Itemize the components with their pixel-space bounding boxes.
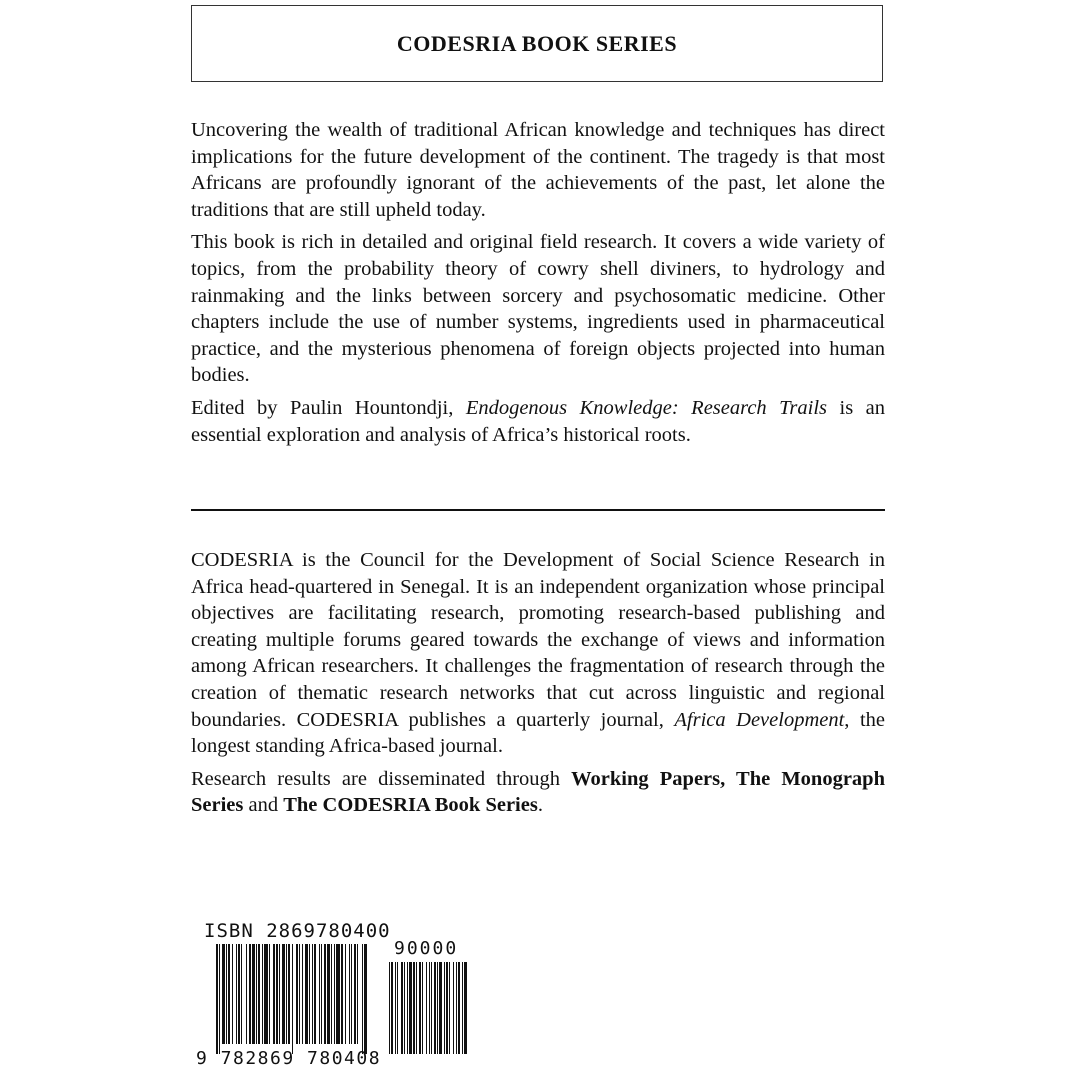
series-title: CODESRIA BOOK SERIES [396,30,678,56]
barcode-bar [232,944,233,1044]
barcode-bar [279,944,280,1044]
barcode-addon-bar [397,962,398,1054]
codesria-text: CODESRIA is the Council for the Development of Social Science Research in Africa head-quartered in Senegal. It is an independent organization whose principal objectives are facilitating research, promoting research-based publishing and creating multiple forums geared towards the exchange of views and information among African researchers. It challenges the fragmentation of research through the creation of thematic research networks that cut across linguistic and regional boundaries. CODESRIA publishes a quarterly journal, [191,549,885,731]
barcode-bar [252,944,255,1044]
book-title: Endogenous Knowledge: Research Trails [465,396,828,419]
barcode-addon-bar [395,962,396,1054]
barcode-bar [302,944,303,1044]
codesria-text-end: , the longest standing Africa-based journal. [191,708,885,758]
barcode-bar [226,944,227,1044]
barcode-bar [216,944,218,1054]
barcode-bar [357,944,358,1044]
publications-prefix: Research results are disseminated through [191,767,572,790]
barcode-addon-bar [401,962,403,1054]
barcode-bar [276,944,278,1044]
barcode-bar [264,944,268,1044]
codesria-section [191,547,885,825]
barcode-bar [312,944,313,1044]
barcode-bar [314,944,316,1044]
barcode-bar [334,944,335,1044]
barcode-bar [273,944,275,1044]
barcode-addon-bar [464,962,467,1054]
paragraph-codesria [191,547,885,760]
barcode-bar [321,944,322,1044]
barcode-bar [319,944,320,1044]
barcode-bar [349,944,350,1044]
barcode-addon-bar [431,962,432,1054]
barcode-bar [249,944,251,1044]
barcode-bar [219,944,220,1054]
barcode-addon-bar [419,962,421,1054]
barcode-bar [269,944,270,1044]
editor-suffix: is an essential exploration and analysis of Africa’s historical roots. [191,396,885,446]
barcode-bar [236,944,237,1044]
paragraph-publications [191,766,885,819]
isbn-label: ISBN 2869780400 [204,920,391,942]
barcode-bar [362,944,363,1054]
barcode-addon-bar [446,962,448,1054]
barcode-bar [305,944,308,1044]
publications-series: Working Papers, The Monograph Series [191,767,885,817]
barcode-bar [282,944,285,1044]
paragraph-editor [191,395,885,448]
barcode-bar [258,944,260,1044]
barcode-addon-bar [426,962,427,1054]
barcode-addon-bar [437,962,438,1054]
barcode-bar [336,944,340,1044]
barcode-bar [292,944,293,1054]
section-divider [191,509,885,511]
barcode-bar [309,944,310,1044]
barcode-bar [364,944,367,1054]
barcode-addon-bar [429,962,430,1054]
journal-title: Africa Development [674,708,845,731]
barcode-bar [246,944,247,1044]
publications-and: and [243,794,284,817]
barcode-bar [296,944,298,1044]
barcode-addon-bar [413,962,415,1054]
publications-book-series: The CODESRIA Book Series [283,794,538,817]
barcode-bar [256,944,257,1044]
publications-end: . [537,794,543,817]
addon-code: 90000 [394,938,459,959]
barcode [196,918,486,1073]
barcode-bar [354,944,356,1044]
barcode-bar [262,944,263,1044]
barcode-bar [241,944,242,1044]
barcode-bar [286,944,287,1044]
barcode-addon-bar [434,962,436,1054]
barcode-bar [228,944,230,1044]
description-section [191,117,885,454]
barcode-bar [351,944,352,1044]
editor-prefix: Edited by Paulin Hountondji, [191,396,466,419]
barcode-addon-bar [456,962,457,1054]
barcode-bar [327,944,330,1044]
barcode-addon-bar [389,962,390,1054]
paragraph-intro: Uncovering the wealth of traditional African knowledge and techniques has direct implications for the future development of the continent. The tragedy is that most Africans are profoundly ignorant of the achievements of the past, let alone the traditions that are still upheld today. [191,119,885,221]
barcode-addon-bar [416,962,417,1054]
barcode-bar [288,944,290,1044]
series-title-box [191,5,883,82]
barcode-addon-bar [391,962,393,1054]
barcode-addon-bar [409,962,412,1054]
barcode-bar [331,944,332,1044]
barcode-addon-bar [458,962,460,1054]
barcode-addon-bar [407,962,408,1054]
paragraph-contents: This book is rich in detailed and original field research. It covers a wide variety of topics, from the probability theory of cowry shell diviners, to hydrology and rainmaking and the links between sorcery and psychosomatic medicine. Other chapters include the use of number systems, ingredients used in pharmaceutical practice, and the mysterious phenomena of foreign objects projected into human bodies. [191,231,885,387]
barcode-bar [341,944,343,1044]
barcode-addon-bar [462,962,463,1054]
barcode-bar [238,944,240,1044]
barcode-addon-bar [439,962,442,1054]
barcode-addon-bar [422,962,423,1054]
barcode-bar [324,944,326,1044]
barcode-addon-bar [404,962,405,1054]
barcode-bar [345,944,346,1044]
barcode-bar [222,944,225,1044]
barcode-addon-bar [444,962,445,1054]
barcode-addon-bar [449,962,450,1054]
barcode-addon-bar [453,962,454,1054]
ean-digits: 9 782869 780408 [196,1048,382,1069]
barcode-bar [299,944,300,1044]
